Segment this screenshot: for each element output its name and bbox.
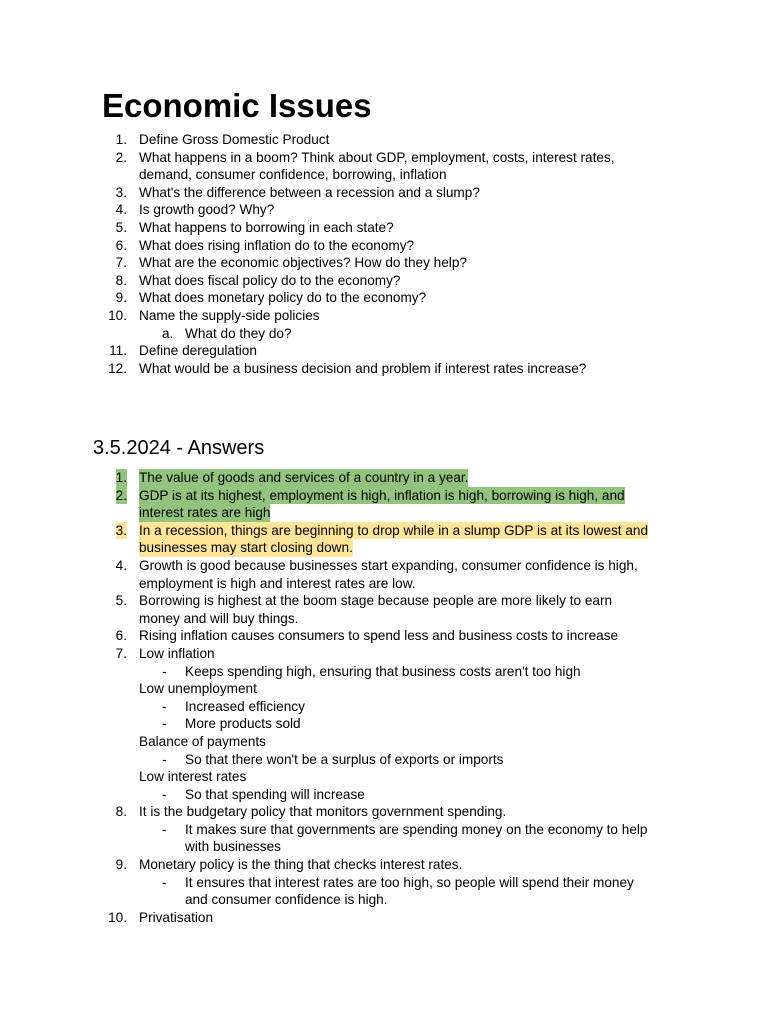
bullet-text: So that there won't be a surplus of exports or imports xyxy=(185,751,504,767)
list-item-text: What does rising inflation do to the economy? xyxy=(139,237,415,253)
list-item-text: money and will buy things. xyxy=(139,610,299,626)
bullet-continuation xyxy=(0,838,768,856)
list-item-text: Growth is good because businesses start expanding, consumer confidence is high, xyxy=(139,557,638,573)
list-item-text: What does monetary policy do to the economy? xyxy=(139,290,427,306)
highlighted-text: businesses may start closing down. xyxy=(139,540,353,556)
bullet-dash: - xyxy=(162,786,167,802)
bullet-item xyxy=(0,715,768,733)
page-title: Economic Issues xyxy=(102,87,372,124)
bullet-dash: - xyxy=(162,874,167,890)
highlighted-text: In a recession, things are beginning to drop while in a slump GDP is at its lowest and xyxy=(139,522,649,538)
list-number: 11. xyxy=(109,343,127,359)
list-item-text: What happens in a boom? Think about GDP, employment, costs, interest rates, xyxy=(139,149,615,165)
list-item-text: Define deregulation xyxy=(139,343,257,359)
list-number: 12. xyxy=(108,360,127,376)
bullet-text: and consumer confidence is high. xyxy=(185,892,388,908)
list-item-continuation xyxy=(0,166,768,184)
bullet-dash: - xyxy=(162,751,167,767)
list-item-text: What's the difference between a recession and a slump? xyxy=(139,184,480,200)
bullet-text: Increased efficiency xyxy=(185,698,305,714)
objective-label: Low inflation xyxy=(139,645,215,661)
bullet-item xyxy=(0,821,768,839)
list-number: 8. xyxy=(115,804,127,820)
bullet-dash: - xyxy=(162,716,167,732)
questions-list xyxy=(0,131,768,377)
list-number: 7. xyxy=(115,255,127,271)
bullet-dash: - xyxy=(162,821,167,837)
list-item-continuation xyxy=(0,575,768,593)
objective-label: Low interest rates xyxy=(139,769,247,785)
list-item xyxy=(0,184,768,202)
bullet-item xyxy=(0,786,768,804)
list-number: 8. xyxy=(115,272,127,288)
list-number: 5. xyxy=(115,219,127,235)
list-item-continuation xyxy=(0,733,768,751)
list-item xyxy=(0,131,768,149)
list-item xyxy=(0,522,768,540)
answers-list xyxy=(0,469,768,926)
list-number: 1. xyxy=(115,132,127,147)
list-item xyxy=(0,219,768,237)
list-item xyxy=(0,592,768,610)
list-item-text: It is the budgetary policy that monitors government spending. xyxy=(139,804,507,820)
list-item-continuation xyxy=(0,504,768,522)
list-number: 9. xyxy=(115,857,127,873)
list-item-text: employment is high and interest rates are low. xyxy=(139,575,416,591)
bullet-text: with businesses xyxy=(185,839,281,855)
list-item-text: What does fiscal policy do to the economy? xyxy=(139,272,401,288)
list-number: 2. xyxy=(115,149,127,165)
list-item xyxy=(0,237,768,255)
list-item xyxy=(0,201,768,219)
highlighted-text: GDP is at its highest, employment is high, inflation is high, borrowing is high, and xyxy=(139,487,625,503)
bullet-text: It makes sure that governments are spending money on the economy to help xyxy=(185,821,648,837)
objective-label: Balance of payments xyxy=(139,733,266,749)
sub-list-item xyxy=(0,325,768,343)
list-item-text: Is growth good? Why? xyxy=(139,202,275,218)
list-item-text: Borrowing is highest at the boom stage because people are more likely to earn xyxy=(139,593,613,609)
list-item xyxy=(0,856,768,874)
list-item-continuation xyxy=(0,539,768,557)
bullet-text: It ensures that interest rates are too high, so people will spend their money xyxy=(185,874,634,890)
list-number: 5. xyxy=(115,593,127,609)
list-number: 6. xyxy=(115,628,127,644)
list-item-text: Rising inflation causes consumers to spend less and business costs to increase xyxy=(139,628,619,644)
list-item xyxy=(0,254,768,272)
list-item-continuation xyxy=(0,610,768,628)
list-number: 3. xyxy=(115,184,127,200)
list-item-text: What happens to borrowing in each state? xyxy=(139,219,394,235)
list-item xyxy=(0,342,768,360)
bullet-text: Keeps spending high, ensuring that business costs aren't too high xyxy=(185,663,581,679)
list-item xyxy=(0,627,768,645)
list-item-continuation xyxy=(0,768,768,786)
list-item xyxy=(0,803,768,821)
list-item xyxy=(0,360,768,378)
highlighted-text: The value of goods and services of a country in a year. xyxy=(139,470,469,485)
list-item-text: What would be a business decision and problem if interest rates increase? xyxy=(139,360,587,376)
list-item xyxy=(0,289,768,307)
list-number: 4. xyxy=(115,557,127,573)
list-number: 9. xyxy=(115,290,127,306)
list-number: 4. xyxy=(115,202,127,218)
list-item xyxy=(0,487,768,505)
list-item xyxy=(0,307,768,325)
list-item-text: What are the economic objectives? How do they help? xyxy=(139,255,467,271)
list-item xyxy=(0,272,768,290)
bullet-item xyxy=(0,698,768,716)
list-item-continuation xyxy=(0,680,768,698)
objective-label: Low unemployment xyxy=(139,681,257,697)
list-number: 10. xyxy=(108,909,127,925)
list-number: 6. xyxy=(115,237,127,253)
list-item xyxy=(0,149,768,167)
list-item xyxy=(0,645,768,663)
bullet-dash: - xyxy=(162,698,167,714)
list-item-text: demand, consumer confidence, borrowing, inflation xyxy=(139,167,447,183)
bullet-item xyxy=(0,663,768,681)
list-number: 10. xyxy=(108,307,127,323)
bullet-continuation xyxy=(0,891,768,909)
bullet-text: So that spending will increase xyxy=(185,786,365,802)
list-item-text: Define Gross Domestic Product xyxy=(139,132,330,147)
list-item-text: Privatisation xyxy=(139,909,214,925)
list-item xyxy=(0,909,768,927)
answers-heading: 3.5.2024 - Answers xyxy=(93,437,265,459)
bullet-item xyxy=(0,751,768,769)
list-number: 3. xyxy=(115,522,127,538)
bullet-dash: - xyxy=(162,663,167,679)
list-item xyxy=(0,469,768,487)
list-item-text: Name the supply-side policies xyxy=(139,307,320,323)
bullet-text: More products sold xyxy=(185,716,301,732)
sub-list-marker: a. xyxy=(162,325,174,341)
list-number: 7. xyxy=(115,645,127,661)
sub-list-text: What do they do? xyxy=(185,325,292,341)
list-item-text: Monetary policy is the thing that checks interest rates. xyxy=(139,857,463,873)
bullet-item xyxy=(0,874,768,892)
list-number: 1. xyxy=(115,470,127,485)
list-number: 2. xyxy=(115,487,127,503)
highlighted-text: interest rates are high xyxy=(139,505,271,521)
list-item xyxy=(0,557,768,575)
